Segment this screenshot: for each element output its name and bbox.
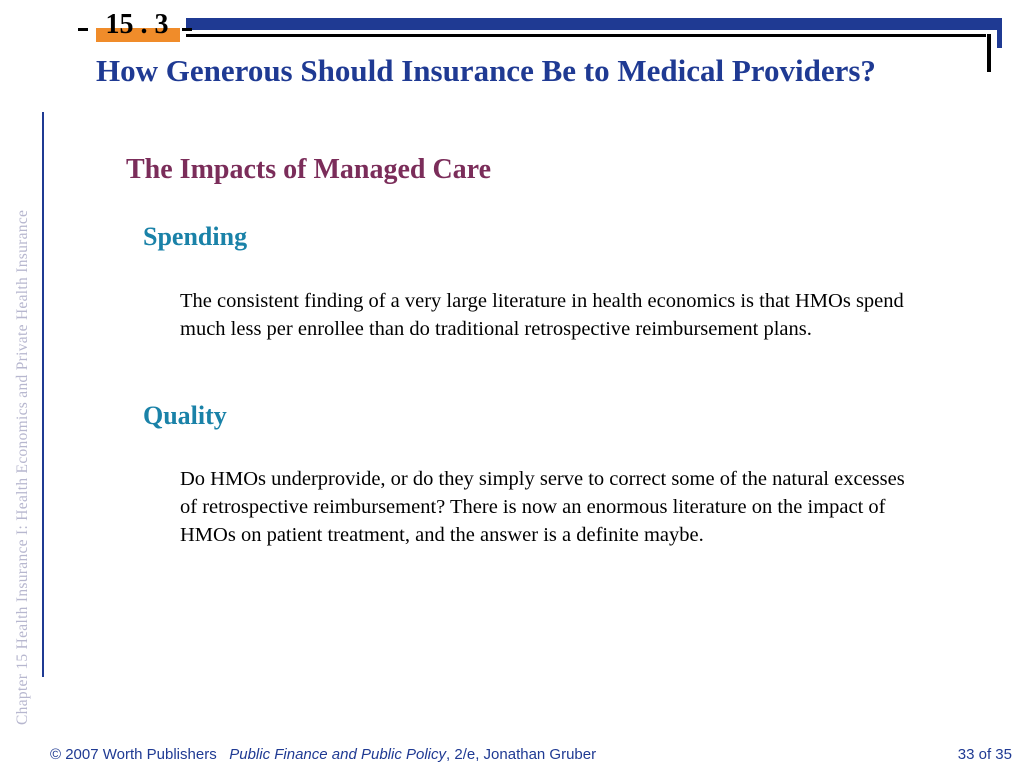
footer-book-title: Public Finance and Public Policy <box>229 746 447 763</box>
sidebar-chapter-text: Chapter 15 Health Insurance I: Health Economics and Private Health Insurance <box>14 209 31 725</box>
header-bar <box>186 18 1002 30</box>
header-rule-end <box>987 34 991 72</box>
footer-credit <box>50 746 596 763</box>
slide-title: How Generous Should Insurance Be to Medical Providers? <box>96 53 876 88</box>
paragraph-quality: Do HMOs underprovide, or do they simply serve to correct some of the natural excesses of retrospective reimbursement? There is now an enormous literature on the impact of HMOs on patient treatment, and the answer is a definite maybe. <box>180 468 905 546</box>
page-indicator: 33 of 35 <box>957 746 1012 763</box>
heading-spending: Spending <box>143 222 248 251</box>
section-badge <box>92 8 182 42</box>
slide-subtitle: The Impacts of Managed Care <box>126 154 492 185</box>
footer-edition-author: , 2/e, Jonathan Gruber <box>446 746 597 763</box>
badge-dash-left <box>78 28 88 31</box>
sidebar-rule <box>42 112 44 677</box>
heading-quality: Quality <box>143 401 227 430</box>
paragraph-spending: The consistent finding of a very large literature in health economics is that HMOs spend much less per enrollee than do traditional retrospective reimbursement plans. <box>180 290 904 340</box>
badge-dash-right <box>182 28 192 31</box>
footer-copyright: © 2007 Worth Publishers <box>50 746 217 763</box>
header-rule <box>186 34 986 37</box>
header-bar-end <box>997 18 1002 48</box>
section-number: 15 . 3 <box>105 9 169 40</box>
